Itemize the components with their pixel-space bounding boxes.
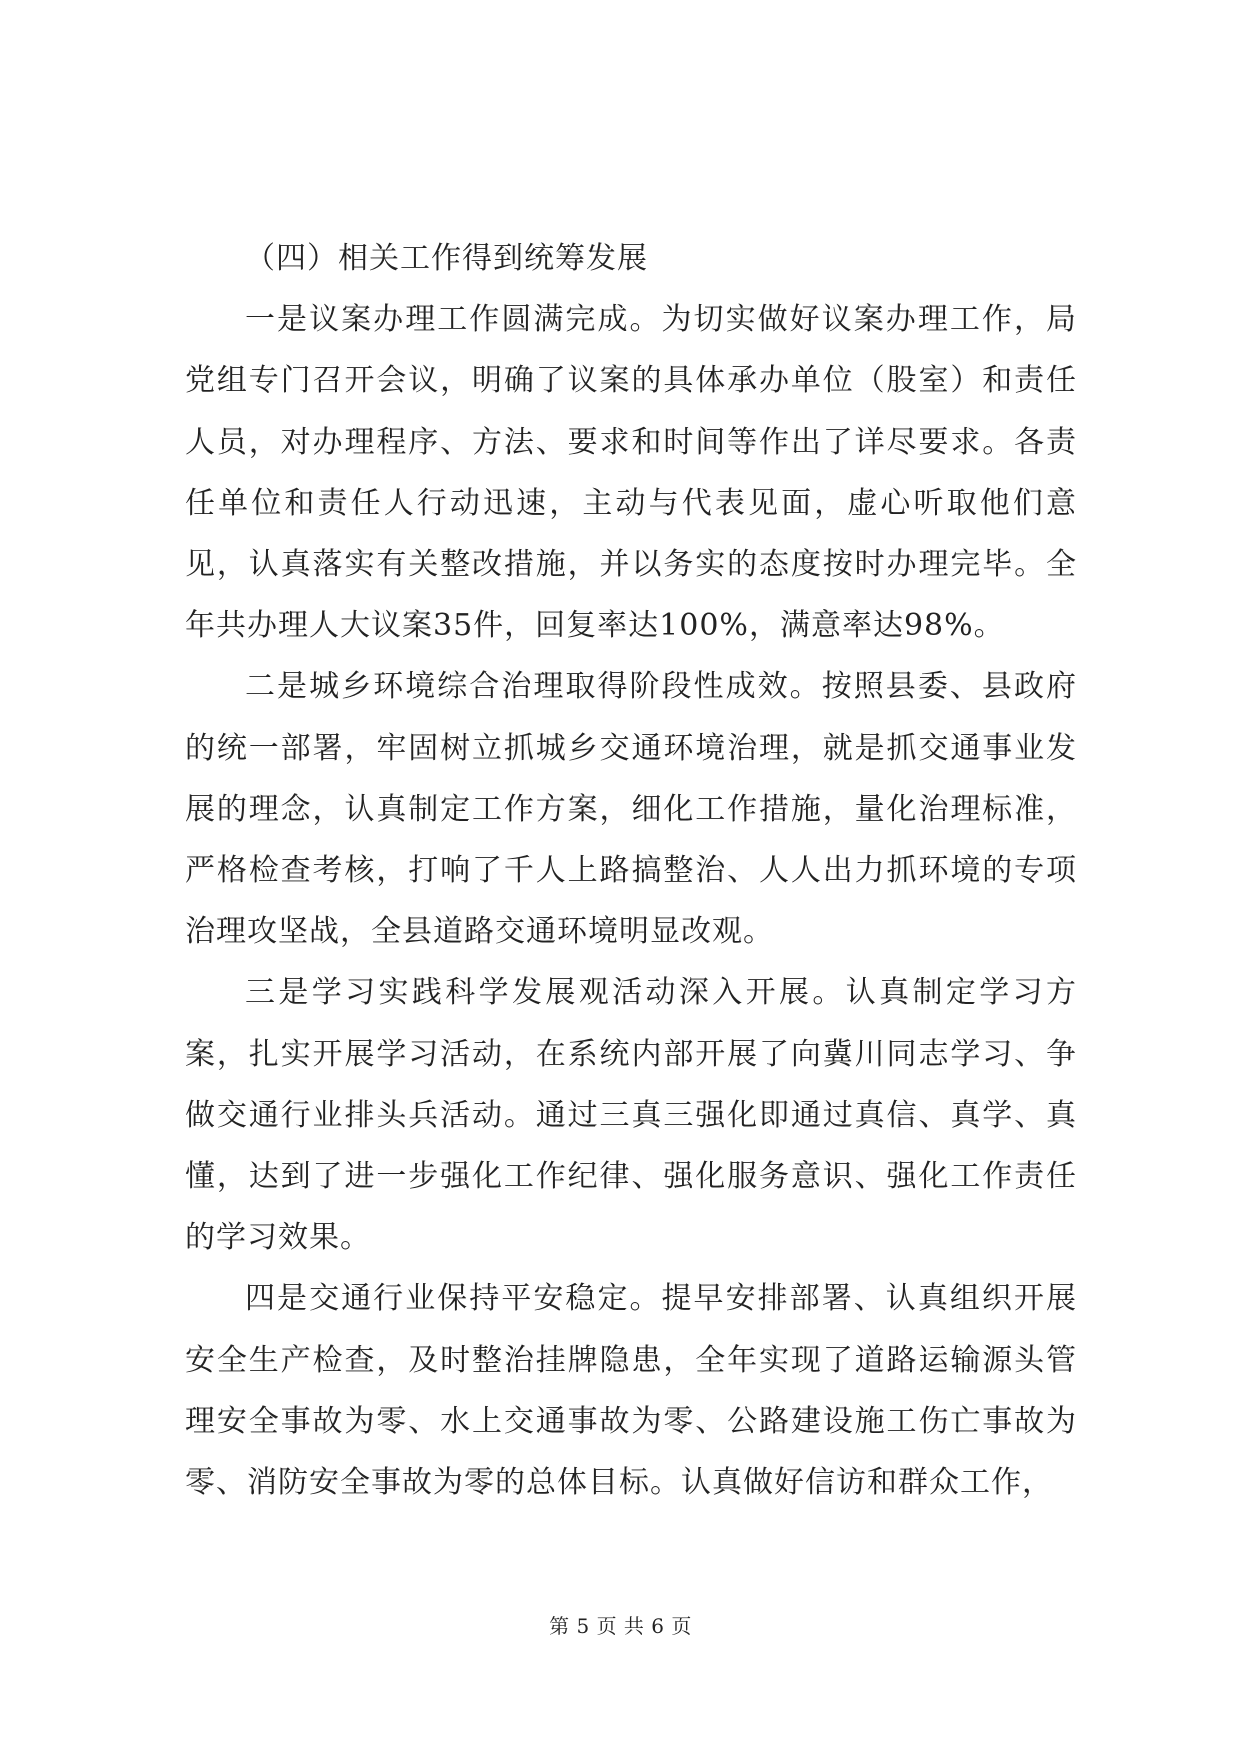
paragraph: 四是交通行业保持平安稳定。提早安排部署、认真组织开展安全生产检查，及时整治挂牌隐患，全年实现了道路运输源头管理安全事故为零、水上交通事故为零、公路建设施工伤亡事故为零、消防安全事故为零的总体目标。认真做好信访和群众工作，	[185, 1281, 1077, 1501]
paragraph: 三是学习实践科学发展观活动深入开展。认真制定学习方案，扎实开展学习活动，在系统内部开展了向冀川同志学习、争做交通行业排头兵活动。通过三真三强化即通过真信、真学、真懂，达到了进一步强化工作纪律、强化服务意识、强化工作责任的学习效果。	[185, 975, 1077, 1256]
document-body	[185, 228, 1077, 1513]
paragraph: 一是议案办理工作圆满完成。为切实做好议案办理工作，局党组专门召开会议，明确了议案的具体承办单位（股室）和责任人员，对办理程序、方法、要求和时间等作出了详尽要求。各责任单位和责任人行动迅速，主动与代表见面，虚心听取他们意见，认真落实有关整改措施，并以务实的态度按时办理完毕。全年共办理人大议案35件，回复率达100%，满意率达98%。	[185, 302, 1077, 644]
section-heading: （四）相关工作得到统筹发展	[245, 241, 648, 276]
paragraph: 二是城乡环境综合治理取得阶段性成效。按照县委、县政府的统一部署，牢固树立抓城乡交通环境治理，就是抓交通事业发展的理念，认真制定工作方案，细化工作措施，量化治理标准，严格检查考核，打响了千人上路搞整治、人人出力抓环境的专项治理攻坚战，全县道路交通环境明显改观。	[185, 669, 1077, 950]
page-number-footer: 第 5 页 共 6 页	[549, 1614, 692, 1638]
